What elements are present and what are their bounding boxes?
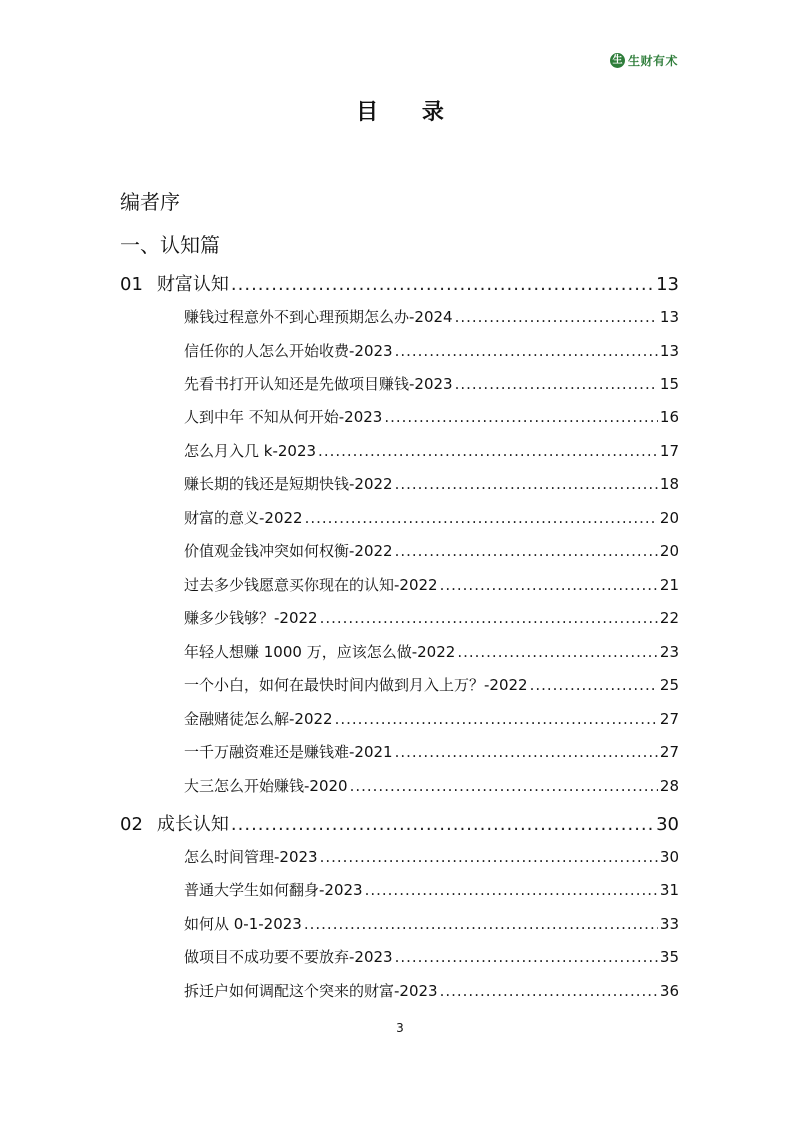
dot-leader (320, 609, 658, 627)
dot-leader (395, 743, 658, 761)
entry-title: 财富的意义-2022 (184, 509, 303, 527)
entry-page: 33 (659, 915, 679, 933)
page-title: 目 录 (356, 100, 462, 125)
entry-title: 普通大学生如何翻身-2023 (184, 881, 363, 899)
entry-page: 31 (659, 881, 679, 899)
entry-title: 一千万融资难还是赚钱难-2021 (184, 743, 393, 761)
entry-page: 18 (659, 475, 679, 493)
section-page: 13 (656, 274, 679, 295)
entry-page: 30 (659, 848, 679, 866)
logo-icon: 生 (610, 53, 625, 68)
toc-entry-row[interactable] (184, 674, 679, 695)
entry-page: 20 (659, 542, 679, 560)
toc-entry-row[interactable] (184, 406, 679, 427)
entry-page: 27 (659, 743, 679, 761)
entry-title: 年轻人想赚 1000 万，应该怎么做-2022 (184, 643, 456, 661)
dot-leader (350, 777, 658, 795)
entry-page: 23 (659, 643, 679, 661)
entry-title: 赚多少钱够？-2022 (184, 609, 318, 627)
entry-title: 信任你的人怎么开始收费-2023 (184, 342, 393, 360)
section-title: 成长认知 (156, 814, 229, 835)
logo-text: 生财有术 (627, 54, 678, 68)
section-number: 02 (120, 814, 143, 835)
toc-entry-row[interactable] (184, 574, 679, 595)
toc-entry-row[interactable] (184, 879, 679, 900)
section-title: 财富认知 (156, 274, 229, 295)
toc-entry-row[interactable] (184, 980, 679, 1001)
dot-leader (231, 274, 654, 295)
dot-leader (440, 982, 658, 1000)
dot-leader (395, 342, 658, 360)
dot-leader (384, 408, 658, 426)
dot-leader (231, 814, 654, 835)
dot-leader (335, 710, 658, 728)
dot-leader (457, 643, 658, 661)
entry-page: 20 (659, 509, 679, 527)
entry-title: 一个小白，如何在最快时间内做到月入上万？-2022 (184, 676, 528, 694)
entry-page: 16 (659, 408, 679, 426)
entry-page: 35 (659, 948, 679, 966)
part-heading: 一、认知篇 (120, 233, 220, 257)
section-page: 30 (656, 814, 679, 835)
toc-entry-row[interactable] (184, 741, 679, 762)
toc-section-row[interactable] (120, 810, 679, 836)
toc-entry-row[interactable] (184, 775, 679, 796)
toc-entry-row[interactable] (184, 507, 679, 528)
entry-title: 人到中年 不知从何开始-2023 (184, 408, 383, 426)
section-number: 01 (120, 274, 143, 295)
dot-leader (395, 948, 658, 966)
entry-page: 21 (659, 576, 679, 594)
entry-title: 赚长期的钱还是短期快钱-2022 (184, 475, 393, 493)
toc-entry-row[interactable] (184, 373, 679, 394)
entry-title: 过去多少钱愿意买你现在的认知-2022 (184, 576, 438, 594)
toc-section-row[interactable] (120, 270, 679, 296)
entry-title: 大三怎么开始赚钱-2020 (184, 777, 348, 795)
entry-page: 28 (659, 777, 679, 795)
entry-title: 做项目不成功要不要放弃-2023 (184, 948, 393, 966)
toc-entry-row[interactable] (184, 340, 679, 361)
entry-page: 15 (659, 375, 679, 393)
brand-logo (610, 52, 678, 69)
entry-page: 22 (659, 609, 679, 627)
entry-page: 13 (659, 342, 679, 360)
entry-title: 怎么时间管理-2023 (184, 848, 318, 866)
dot-leader (395, 475, 658, 493)
dot-leader (395, 542, 658, 560)
dot-leader (455, 308, 658, 326)
entry-title: 价值观金钱冲突如何权衡-2022 (184, 542, 393, 560)
dot-leader (440, 576, 658, 594)
entry-page: 25 (659, 676, 679, 694)
dot-leader (365, 881, 658, 899)
dot-leader (530, 676, 658, 694)
entry-page: 13 (659, 308, 679, 326)
preface-heading: 编者序 (120, 190, 180, 214)
toc-entry-row[interactable] (184, 473, 679, 494)
toc-entry-row[interactable] (184, 846, 679, 867)
entry-title: 金融赌徒怎么解-2022 (184, 710, 333, 728)
entry-page: 36 (659, 982, 679, 1000)
dot-leader (320, 848, 658, 866)
toc-entry-row[interactable] (184, 306, 679, 327)
toc-entry-row[interactable] (184, 440, 679, 461)
entry-title: 先看书打开认知还是先做项目赚钱-2023 (184, 375, 453, 393)
entry-page: 17 (659, 442, 679, 460)
entry-title: 如何从 0-1-2023 (184, 915, 302, 933)
entry-title: 怎么月入几 k-2023 (184, 442, 317, 460)
page-number: 3 (396, 1021, 404, 1035)
toc-entry-row[interactable] (184, 708, 679, 729)
toc-entry-row[interactable] (184, 540, 679, 561)
dot-leader (305, 509, 658, 527)
dot-leader (455, 375, 658, 393)
toc-entry-row[interactable] (184, 641, 679, 662)
dot-leader (304, 915, 658, 933)
entry-page: 27 (659, 710, 679, 728)
toc-entry-row[interactable] (184, 913, 679, 934)
entry-title: 拆迁户如何调配这个突来的财富-2023 (184, 982, 438, 1000)
toc-entry-row[interactable] (184, 946, 679, 967)
toc-entry-row[interactable] (184, 607, 679, 628)
dot-leader (318, 442, 658, 460)
entry-title: 赚钱过程意外不到心理预期怎么办-2024 (184, 308, 453, 326)
